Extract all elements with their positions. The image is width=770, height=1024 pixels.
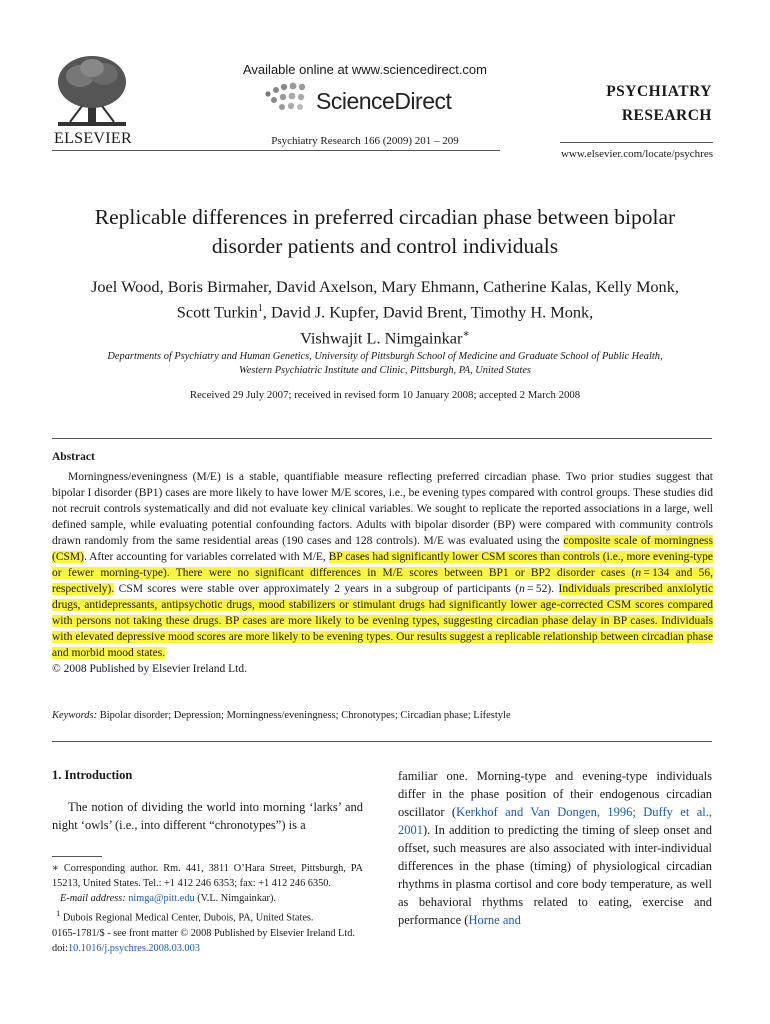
authors-line3 <box>40 323 730 349</box>
intro-right-text-a: familiar one. Morning-type and evening-type individuals differ in the phase position of their endogenous circadian oscillator ( <box>398 769 712 819</box>
authors-line2-rest: , David J. Kupfer, David Brent, Timothy H. Monk, <box>262 302 594 322</box>
doi-link[interactable]: 10.1016/j.psychres.2008.03.003 <box>68 943 200 954</box>
citation-link[interactable]: Horne and <box>468 913 521 927</box>
journal-title <box>560 80 712 128</box>
journal-reference: Psychiatry Research 166 (2009) 201 – 209 <box>271 135 459 147</box>
highlight-csm: composite scale of morningness (CSM) <box>52 535 714 563</box>
corr-mark: ∗ <box>52 863 59 874</box>
abstract-body <box>52 469 713 677</box>
fn1-text: Dubois Regional Medical Center, Dubois, PA, United States. <box>60 912 314 924</box>
received-dates: Received 29 July 2007; received in revised form 10 January 2008; accepted 2 March 2008 <box>189 389 581 401</box>
sciencedirect-dots-icon <box>262 80 314 119</box>
keywords-label: Keywords: <box>52 710 98 721</box>
footnote-1 <box>52 906 363 925</box>
abstract-text-2: . After accounting for variables correlated with M/E, <box>83 551 329 563</box>
abstract-paragraph <box>52 469 713 661</box>
email-suffix: (V.L. Nimgainkar). <box>194 893 276 904</box>
n-symbol: n <box>519 583 525 595</box>
journal-url-link[interactable]: www.elsevier.com/locate/psychres <box>560 148 713 160</box>
citation-link[interactable]: Kerkhof and Van Dongen, 1996; Duffy et al., 2001 <box>398 805 712 837</box>
fn1-mark: 1 <box>56 908 61 918</box>
intro-right-column <box>398 767 712 929</box>
abstract-text-3: CSM scores were stable over approximately 2 years in a subgroup of participants ( <box>114 583 520 595</box>
highlight-bp-cases-text: BP cases had significantly lower CSM scores than controls (i.e., more evening-type or fewer morning-type). There were no significant differences in M/E scores between BP1 or BP2 disorder cases ( <box>52 551 713 579</box>
available-online-text: Available online at www.sciencedirect.com <box>243 62 487 77</box>
corresponding-author-note <box>52 861 363 891</box>
abstract-text-3b: = 52). <box>524 583 559 595</box>
journal-title-line2: RESEARCH <box>621 107 712 124</box>
header-divider <box>52 150 500 151</box>
abstract-divider <box>52 438 712 439</box>
keywords <box>52 710 713 721</box>
sciencedirect-wordmark: ScienceDirect <box>316 88 452 114</box>
email-link[interactable]: nimga@pitt.edu <box>128 893 195 904</box>
journal-title-line1: PSYCHIATRY <box>606 83 712 100</box>
keywords-divider <box>52 741 712 742</box>
highlight-drugs: Individuals prescribed anxiolytic drugs, antidepressants, antipsychotic drugs, mood stabilizers or stimulant drugs had significantly lower age-corrected CSM scores compared with persons not taking these drugs. BP cases are more likely to be evening types, suggesting circadian phase delay in BP cases. Individuals with elevated depressive mood scores are more likely to be evening types. Our results suggest a replicable relationship between circadian phase and morbid mood states. <box>52 583 713 659</box>
affiliation <box>52 350 718 378</box>
author-nimgainkar: Vishwajit L. Nimgainkar <box>300 328 463 348</box>
abstract-text-1: Morningness/eveningness (M/E) is a stable, quantifiable measure reflecting preferred circadian phase. Two prior studies suggest that bipolar I disorder (BP1) cases are more likely to have lower M/E scores, i.e., be evening types compared with control groups. These studies did not recruit controls systematically and did not evaluate key clinical variables. We sought to replicate the reported associations in a large, well defined sample, while evaluating potential confounding factors. Adults with bipolar disorder (BP) were compared with community controls drawn randomly from the same residential areas (190 cases and 128 controls). M/E was evaluated using the <box>52 471 713 547</box>
publisher-name: ELSEVIER <box>54 130 132 147</box>
issn-line: 0165-1781/$ - see front matter © 2008 Published by Elsevier Ireland Ltd. <box>52 928 355 939</box>
affiliation-line1: Departments of Psychiatry and Human Genetics, University of Pittsburgh School of Medicine and Graduate School of Public Health, <box>107 351 663 362</box>
authors-line1: Joel Wood, Boris Birmaher, David Axelson, Mary Ehmann, Catherine Kalas, Kelly Monk, <box>91 277 679 296</box>
footnote-divider <box>52 856 102 857</box>
email-label: E-mail address: <box>60 893 126 904</box>
keywords-list: Bipolar disorder; Depression; Morningness/eveningness; Chronotypes; Circadian phase; Lifestyle <box>97 710 511 721</box>
intro-left-column: The notion of dividing the world into morning ‘larks’ and night ‘owls’ (i.e., into different “chronotypes”) is a <box>52 800 363 832</box>
corr-text: Corresponding author. Rm. 441, 3811 O’Hara Street, Pittsburgh, PA 15213, United States. Tel.: +1 412 246 6353; fax: +1 412 246 6350. <box>52 863 363 889</box>
doi-label: doi: <box>52 943 69 954</box>
journal-divider <box>560 142 713 143</box>
section-heading-introduction: 1. Introduction <box>52 768 133 782</box>
title-line2: disorder patients and control individuals <box>211 234 559 258</box>
corresponding-author-mark[interactable]: ∗ <box>462 328 470 341</box>
abstract-heading: Abstract <box>52 451 95 463</box>
affiliation-line2: Western Psychiatric Institute and Clinic, Pittsburgh, PA, United States <box>239 365 531 376</box>
footnote-ref-1[interactable]: 1 <box>257 303 263 314</box>
authors-line2 <box>40 298 730 323</box>
issn-doi <box>52 926 412 956</box>
title-line1: Replicable differences in preferred circadian phase between bipolar <box>94 205 676 229</box>
article-title <box>40 203 730 261</box>
author-turkin: Scott Turkin <box>176 302 258 322</box>
author-list <box>40 276 730 350</box>
highlight-bp-cases-end: = 134 and 56, respectively). <box>52 567 713 595</box>
email-note <box>52 891 363 906</box>
footnotes <box>52 861 363 925</box>
abstract-copyright: © 2008 Published by Elsevier Ireland Ltd. <box>52 663 247 675</box>
n-symbol: n <box>635 567 642 579</box>
doi-line <box>52 941 412 956</box>
intro-right-text-b: ). In addition to predicting the timing of sleep onset and offset, such measures are also associated with inter-individual differences in the phase (timing) of physiological circadian rhythms in plasma cortisol and core body temperature, as well as behavioral rhythms related to eating, exercise and performance ( <box>398 823 712 927</box>
